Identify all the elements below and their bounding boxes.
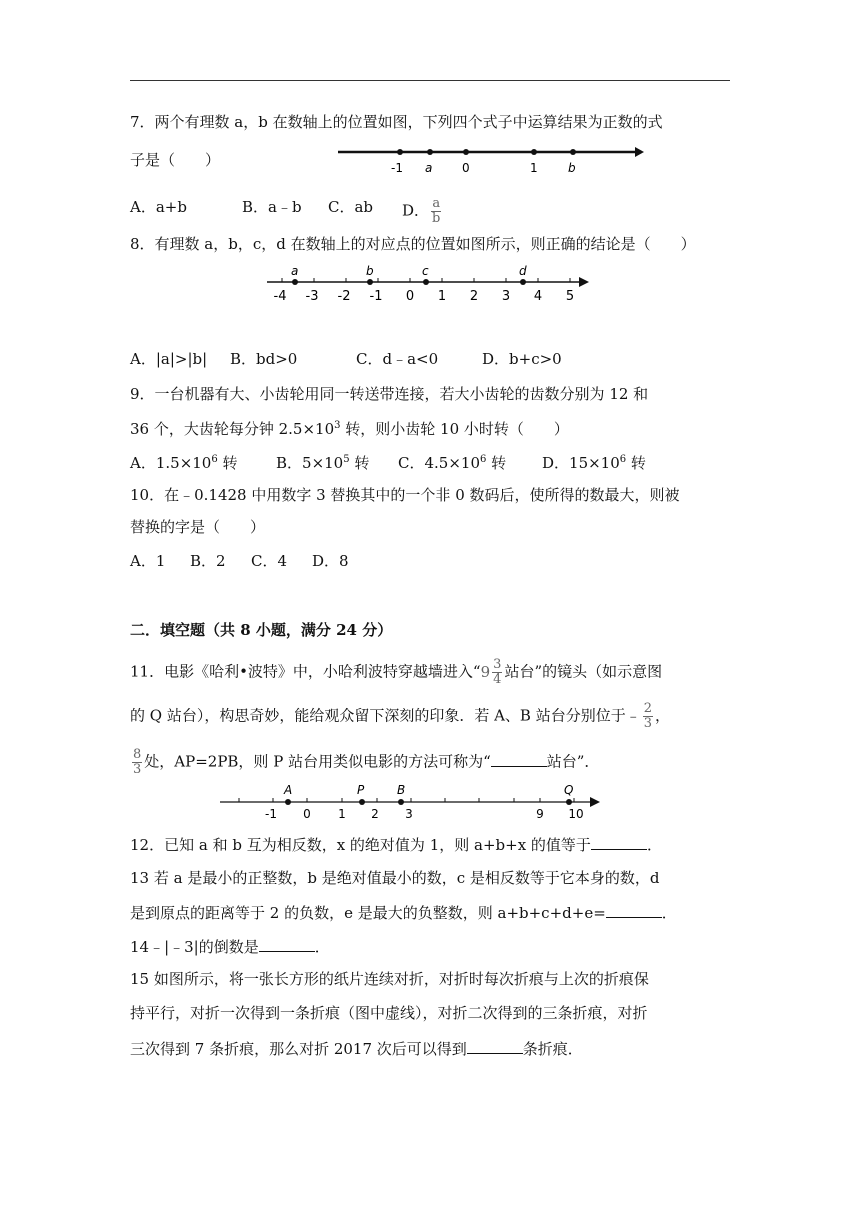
q10-option-d: D．8 xyxy=(312,552,349,570)
q8-tick-label: -3 xyxy=(305,289,319,304)
q10-option-c: C．4 xyxy=(251,552,288,570)
q10-option-b: B．2 xyxy=(190,552,226,570)
q11-line3-a: 处，AP=2PB，则 P 站台用类似电影的方法可称为“ xyxy=(144,752,491,771)
q8-tick-label: -1 xyxy=(369,289,383,304)
q13-line2: 是到原点的距离等于 2 的负数，e 是最大的负整数，则 a+b+c+d+e= ． xyxy=(130,901,677,923)
q8-option-a: A．|a|>|b| xyxy=(130,350,208,368)
q11-point-Q xyxy=(566,799,572,805)
q7-point-0 xyxy=(463,149,469,155)
q10-option-a: A．1 xyxy=(130,552,166,570)
q11-point-A xyxy=(285,799,291,805)
q8-point-a xyxy=(292,279,298,285)
q8-option-b: B．bd>0 xyxy=(230,350,298,368)
q7-point-1 xyxy=(531,149,537,155)
q8-option-c: C．d﹣a<0 xyxy=(356,350,439,368)
q8-point-label: a xyxy=(291,264,299,278)
q8-point-label: d xyxy=(519,264,527,278)
q7-axis-label: 0 xyxy=(462,161,470,175)
q7-option-d-label: D． xyxy=(402,201,430,220)
q7-point-a xyxy=(427,149,433,155)
q11-tick-label: -1 xyxy=(265,807,277,821)
q11-point-label: P xyxy=(357,783,365,797)
q13-answer-blank[interactable] xyxy=(606,901,662,918)
q7-option-d-fraction xyxy=(431,197,441,226)
q9-option-d: D．$15\times 10^6$ 转 xyxy=(542,454,646,472)
q15-line3: 三次得到 7 条折痕，那么对折 2017 次后可以得到 条折痕． xyxy=(130,1037,583,1059)
q8-point-label: c xyxy=(422,264,429,278)
q14-line: 14﹣|﹣3|的倒数是 ． xyxy=(130,935,330,957)
q7-axis-label: 1 xyxy=(530,161,538,175)
q11-tick-label: 2 xyxy=(371,807,379,821)
q8-tick-label: 4 xyxy=(533,289,543,304)
q7-line2: 子是（ ） xyxy=(130,151,221,169)
q11-point-B xyxy=(398,799,404,805)
q8-line1: 8．有理数 a，b，c，d 在数轴上的对应点的位置如图所示，则正确的结论是（ ） xyxy=(130,235,696,253)
q9-line1: 9．一台机器有大、小齿轮用同一转送带连接，若大小齿轮的齿数分别为 12 和 xyxy=(130,385,649,403)
q7-option-b: B．a﹣b xyxy=(242,198,302,216)
q7-line1: 7．两个有理数 a，b 在数轴上的位置如图，下列四个式子中运算结果为正数的式 xyxy=(130,113,663,131)
q9-option-b: B．$5\times 10^5$ 转 xyxy=(276,454,370,472)
q9-line2 xyxy=(130,416,569,439)
q8-tick-label: 5 xyxy=(565,289,575,304)
q11-point-P xyxy=(359,799,365,805)
q11-tick-label: 10 xyxy=(568,807,584,821)
q11-tick-label: 1 xyxy=(338,807,346,821)
q11-mixed-number: 9 $\frac{3}{4}$ xyxy=(480,657,502,687)
q11-fraction-b: $\frac{8}{3}$ xyxy=(133,747,142,777)
q11-line2-a: 的 Q 站台），构思奇妙，能给观众留下深刻的印象．若 A、B 站台分别位于﹣ xyxy=(130,706,641,725)
q13-line1: 13 若 a 是最小的正整数，b 是绝对值最小的数，c 是相反数等于它本身的数，d xyxy=(130,869,660,887)
q11-tick-label: 3 xyxy=(405,807,413,821)
q7-option-a: A．a+b xyxy=(130,198,187,216)
q7-axis-label: b xyxy=(568,161,576,175)
q11-tick-label: 9 xyxy=(536,807,544,821)
q7-axis-label: a xyxy=(425,161,433,175)
q8-tick-label: -4 xyxy=(273,289,287,304)
q11-point-label: B xyxy=(397,783,406,797)
q7-point-neg1 xyxy=(397,149,403,155)
q11-point-label: A xyxy=(284,783,293,797)
q8-tick-label: 1 xyxy=(437,289,447,304)
q8-option-d: D．b+c>0 xyxy=(482,350,562,368)
q14-answer-blank[interactable] xyxy=(259,935,315,952)
header-rule xyxy=(130,80,730,81)
q8-tick-label: 2 xyxy=(469,289,479,304)
q8-number-line xyxy=(265,262,595,306)
q11-line1-b: 站台”的镜头（如示意图 xyxy=(504,662,663,681)
q11-tick-label: 0 xyxy=(303,807,311,821)
q7-number-line xyxy=(335,138,645,178)
q11-line1 xyxy=(130,658,662,687)
q15-line2: 持平行，对折一次得到一条折痕（图中虚线），对折二次得到的三条折痕，对折 xyxy=(130,1004,648,1022)
q11-line3 xyxy=(130,748,599,777)
q7-point-b xyxy=(570,149,576,155)
q12-line: 12．已知 a 和 b 互为相反数，x 的绝对值为 1，则 a+b+x 的值等于 ． xyxy=(130,833,662,855)
q7-frac-num: a xyxy=(432,196,441,211)
q15-line1: 15 如图所示，将一张长方形的纸片连续对折，对折时每次折痕与上次的折痕保 xyxy=(130,970,649,988)
q11-line2 xyxy=(130,702,670,731)
q11-answer-blank[interactable] xyxy=(491,750,547,767)
q8-point-label: b xyxy=(366,264,374,278)
q8-point-d xyxy=(520,279,526,285)
q8-tick-label: 3 xyxy=(501,289,511,304)
q11-point-label: Q xyxy=(564,783,574,797)
q9-line2-a: 36 个，大齿轮每分钟 2.5×10 xyxy=(130,420,335,438)
q7-option-d xyxy=(402,197,443,226)
q7-frac-den: b xyxy=(432,211,441,226)
q7-option-c: C．ab xyxy=(328,198,374,216)
section-heading: 二．填空题（共 8 小题，满分 24 分） xyxy=(130,621,393,639)
q10-line2: 替换的字是（ ） xyxy=(130,518,266,536)
q11-line3-b: 站台”． xyxy=(546,752,600,771)
q12-answer-blank[interactable] xyxy=(591,833,647,850)
q8-tick-label: 0 xyxy=(405,289,415,304)
q9-option-a: A．$1.5\times 10^6$ 转 xyxy=(130,454,238,472)
q8-point-c xyxy=(423,279,429,285)
q9-option-c: C．$4.5\times 10^6$ 转 xyxy=(398,454,507,472)
q10-line1: 10．在﹣0.1428 中用数字 3 替换其中的一个非 0 数码后，使所得的数最大，则被 xyxy=(130,486,680,504)
q11-line1-a: 11．电影《哈利•波特》中，小哈利波特穿越墙进入“ xyxy=(130,662,481,681)
q11-fraction-a: $\frac{2}{3}$ xyxy=(643,701,653,731)
q15-answer-blank[interactable] xyxy=(467,1037,523,1054)
q8-point-b xyxy=(367,279,373,285)
q8-tick-label: -2 xyxy=(337,289,351,304)
q11-number-line xyxy=(218,780,608,822)
q9-line2-sup: 3 xyxy=(334,420,341,431)
q7-axis-label: -1 xyxy=(391,161,403,175)
q9-line2-b: 转，则小齿轮 10 小时转（ ） xyxy=(340,420,569,438)
q11-line2-b: ， xyxy=(655,706,671,725)
